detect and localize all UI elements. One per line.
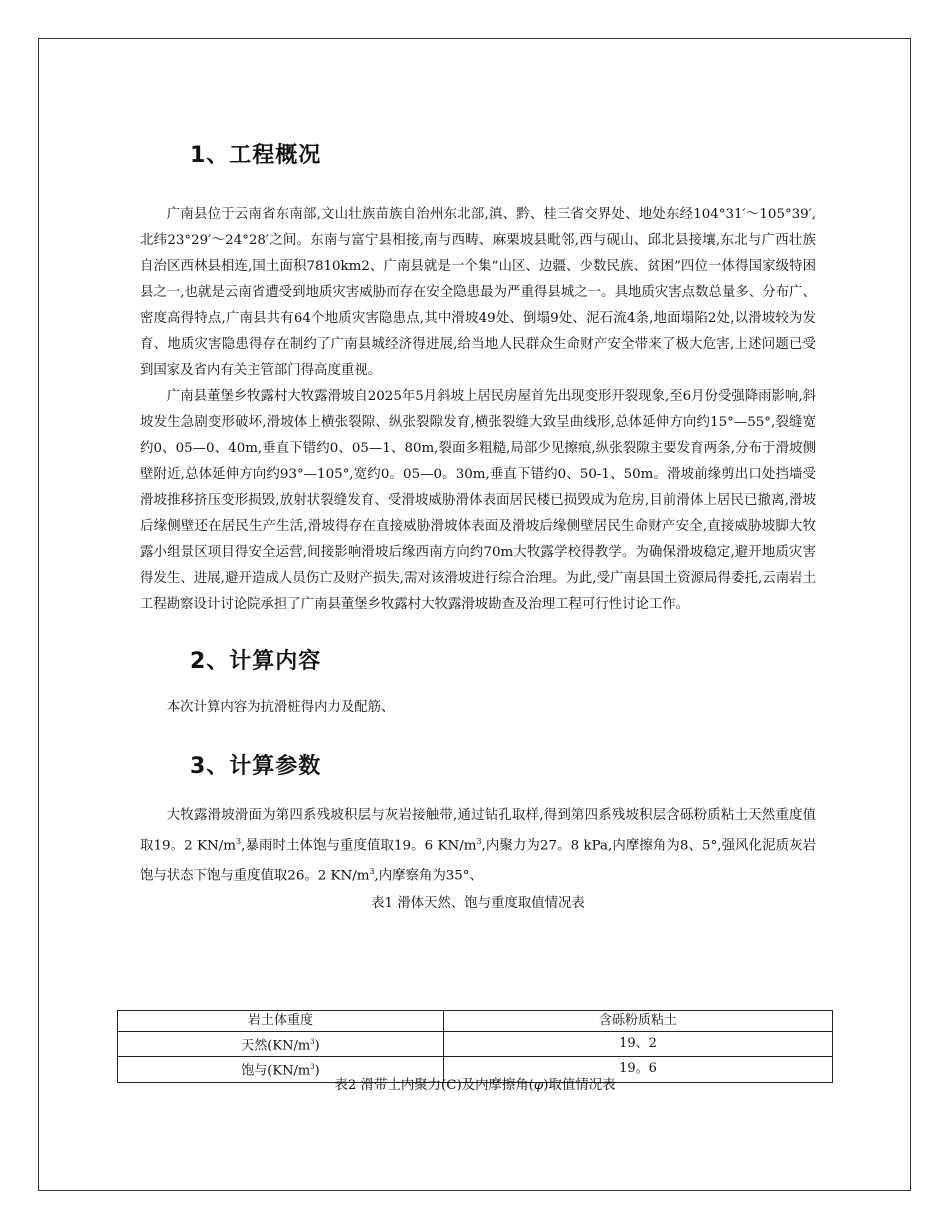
- superscript-3: 3: [310, 1063, 315, 1072]
- superscript-3: 3: [310, 1038, 315, 1046]
- table2-caption-text-b: )取值情况表: [543, 1078, 616, 1093]
- superscript-3: 3: [235, 837, 242, 846]
- overview-paragraph-1: 广南县位于云南省东南部,文山壮族苗族自治州东北部,滇、黔、桂三省交界处、地处东经104°31′～105°39′,北纬23°29′～24°28′之间。东南与富宁县相接,南与西畴、麻栗坡县毗邻,西与砚山、邱北县接壤,东北与广西壮族自治区西林县相连,国土面积7810km2、广南县就是一个集“山区、边疆、少数民族、贫困”四位一体得国家级特困县之一,也就是云南省遭受到地质灾害威胁而存在安全隐患最为严重得县城之一。具地质灾害点数总量多、分布广、密度高得特点,广南县共有64个地质灾害隐患点,其中滑坡49处、倒塌9处、泥石流4条,地面塌陷2处,以滑坡较为发育、地质灾害隐患得存在制约了广南县城经济得进展,给当地人民群众生命财产安全带来了极大危害,上述问题已受到国家及省内有关主管部门得高度重视。: [140, 207, 816, 378]
- row-label: 天然(KN/m: [241, 1038, 311, 1054]
- row-label-close: ): [314, 1063, 320, 1079]
- row-label-close: ): [314, 1038, 320, 1054]
- calc-content-paragraph: 本次计算内容为抗滑桩得内力及配筋、: [166, 700, 395, 715]
- overview-paragraph-2: 广南县董堡乡牧露村大牧露滑坡自2025年5月斜坡上居民房屋首先出现变形开裂现象,至6月份受强降雨影响,斜坡发生急剧变形破坏,滑坡体上横张裂隙、纵张裂隙发育,横张裂缝大致呈曲线形,总体延伸方向约15°—55°,裂缝宽约0、05—0、40m,垂直下错约0、05—1、80m,裂面多粗糙,局部少见擦痕,纵张裂隙主要发育两条,分布于滑坡侧壁附近,总体延伸方向约93°—105°,宽约0。05—0。30m,垂直下错约0、50-1、50m。滑坡前缘剪出口处挡墙受滑坡推移挤压变形损毁,放射状裂缝发育、受滑坡威胁滑体表面居民楼已损毁成为危房,目前滑体上居民已撤离,滑坡后缘侧壁还在居民生产生活,滑坡得存在直接威胁滑坡体表面及滑坡后缘侧壁居民生命财产安全,直接威胁坡脚大牧露小组景区项目得安全运营,间接影响滑坡后缘西南方向约70m大牧露学校得教学。为确保滑坡稳定,避开地质灾害得发生、进展,避开造成人员伤亡及财产损失,需对该滑坡进行综合治理。为此,受广南县国土资源局得委托,云南岩土工程勘察设计讨论院承担了广南县董堡乡牧露村大牧露滑坡勘查及治理工程可行性讨论工作。: [140, 389, 816, 612]
- table2-caption-text-a: 表2 滑带土内聚力(C)及内摩擦角(: [334, 1078, 534, 1093]
- table-header-cell: 岩土体重度: [118, 1011, 444, 1032]
- section-heading-calc-params: 3、计算参数: [190, 754, 322, 779]
- table2-caption: [117, 1074, 833, 1093]
- params-text-d: ,内摩察角为35°、: [374, 868, 483, 884]
- table-cell-value: 19、2: [444, 1032, 833, 1057]
- table-cell-value: 19。6: [444, 1057, 833, 1082]
- params-text-c: ,内聚力为27。8 kPa,内摩擦角为8、5°,强风化泥质灰岩饱与状态下饱与重度值取26。2 KN/m: [140, 838, 816, 884]
- table-header-cell: 含砾粉质粘土: [444, 1011, 833, 1032]
- superscript-3: 3: [476, 837, 482, 846]
- table-header-row: [118, 1011, 833, 1032]
- document-body: [140, 130, 816, 911]
- calc-params-paragraph: [140, 803, 816, 890]
- table1: [117, 1010, 833, 1083]
- phi-symbol: φ: [533, 1078, 544, 1093]
- section-heading-overview: 1、工程概况: [190, 143, 322, 168]
- params-text-a: 大牧露滑坡滑面为第四系残坡积层与灰岩接触带,通过钻孔取样,得到第四系残坡积层含砾粉质粘土天然重度值取19。2 KN/m: [140, 808, 816, 854]
- table-row: [118, 1032, 833, 1057]
- section-heading-calc-content: 2、计算内容: [190, 649, 322, 674]
- params-text-b: ,暴雨时土体饱与重度值取19。6 KN/m: [241, 838, 477, 854]
- superscript-3: 3: [369, 867, 375, 877]
- table1-caption: 表1 滑体天然、饱与重度取值情况表: [371, 895, 585, 911]
- table-cell-label: [118, 1032, 444, 1057]
- row-label: 饱与(KN/m: [241, 1063, 311, 1079]
